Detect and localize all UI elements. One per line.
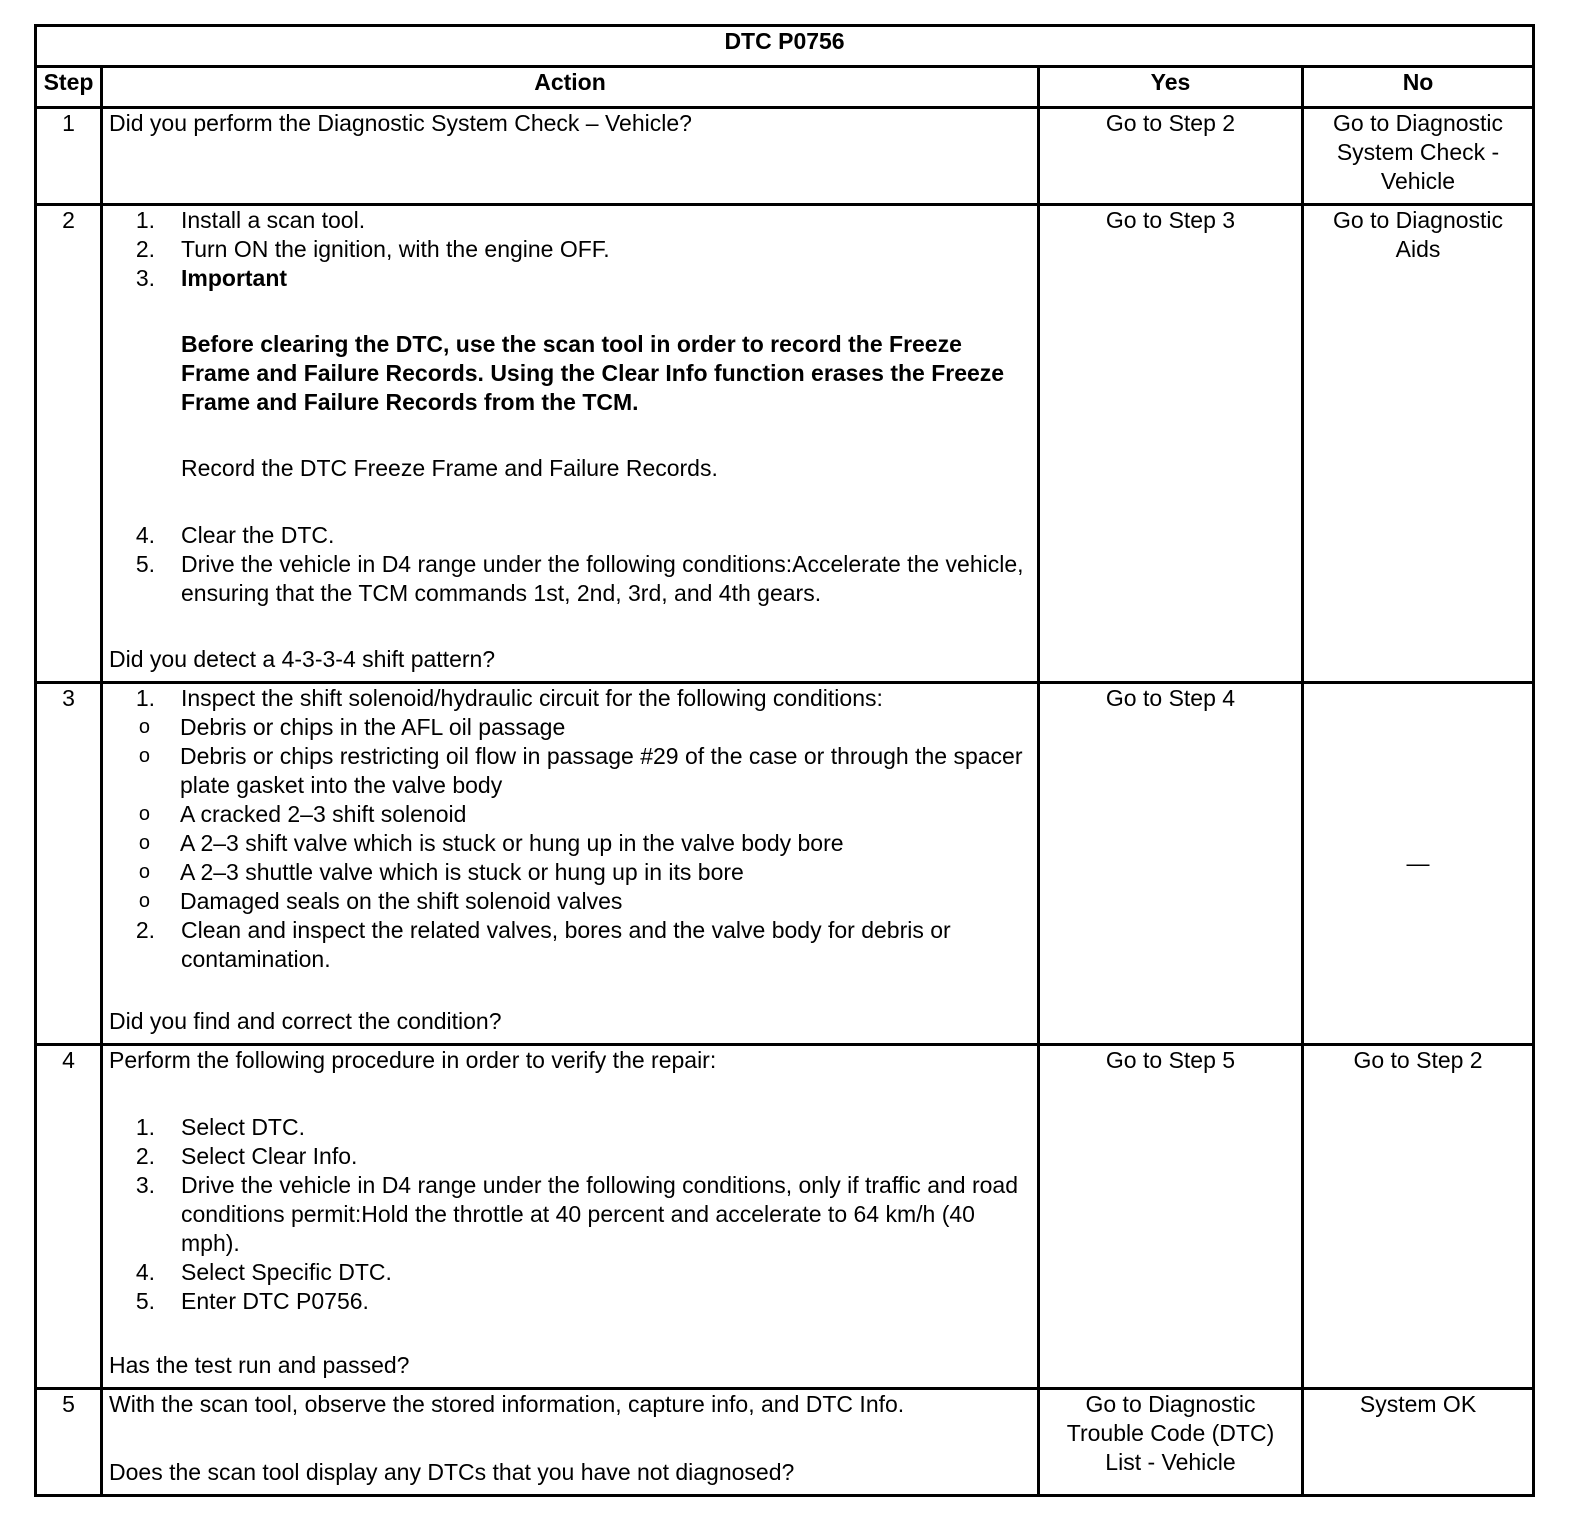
condition-list [81, 713, 1031, 916]
header-action: Action [102, 67, 1039, 108]
action-cell [102, 205, 1039, 683]
no-text: Go to Diagnostic Aids [1333, 207, 1504, 262]
step-number: 3 [36, 683, 102, 1045]
yes-cell: Go to Step 2 [1039, 108, 1303, 205]
record-instruction: Record the DTC Freeze Frame and Failure Records. [181, 455, 718, 481]
yes-text: Go to Diagnostic Trouble Code (DTC) List - Vehicle [1066, 1391, 1275, 1475]
table-title: DTC P0756 [36, 26, 1534, 67]
list-item: 1. Install a scan tool. [135, 207, 366, 233]
list-item [109, 293, 1031, 521]
yes-cell [1039, 1389, 1303, 1496]
list-item: o A 2–3 shift valve which is stuck or hung up in the valve body bore [138, 830, 844, 856]
no-text: Go to Diagnostic System Check - Vehicle [1333, 110, 1504, 194]
table-row [36, 1045, 1534, 1389]
header-row [36, 67, 1534, 108]
action-intro: Perform the following procedure in order to verify the repair: [109, 1047, 717, 1073]
list-item: o A cracked 2–3 shift solenoid [138, 801, 467, 827]
yes-cell: Go to Step 5 [1039, 1045, 1303, 1389]
step-number: 4 [36, 1045, 102, 1389]
question-text: Did you detect a 4-3-3-4 shift pattern? [109, 646, 496, 672]
no-cell [1303, 108, 1534, 205]
yes-cell: Go to Step 4 [1039, 683, 1303, 1045]
list-item: 3. Drive the vehicle in D4 range under the following conditions, only if traffic and road conditions permit:Hold the throttle at 40 percent and accelerate to 64 km/h (40 mph). [135, 1172, 1018, 1256]
list-item: 5. Enter DTC P0756. [135, 1288, 369, 1314]
important-note: Before clearing the DTC, use the scan tool in order to record the Freeze Frame and Failure Records. Using the Clear Info function erases the Freeze Frame and Failure Records from the TCM. [181, 331, 1005, 415]
step-list [109, 206, 1031, 608]
list-item: 3. Important [135, 265, 288, 291]
yes-cell: Go to Step 3 [1039, 205, 1303, 683]
no-cell: System OK [1303, 1389, 1534, 1496]
list-item: 1. Inspect the shift solenoid/hydraulic circuit for the following conditions: [135, 685, 883, 711]
question-text: Did you find and correct the condition? [109, 1008, 502, 1034]
list-item: o A 2–3 shuttle valve which is stuck or hung up in its bore [138, 859, 744, 885]
list-item: 2. Clean and inspect the related valves, bores and the valve body for debris or contamination. [135, 917, 951, 972]
header-step: Step [36, 67, 102, 108]
header-no: No [1303, 67, 1534, 108]
table-row [36, 1389, 1534, 1496]
list-item: 2. Select Clear Info. [135, 1143, 358, 1169]
action-cell [102, 1389, 1039, 1496]
list-item: 1. Select DTC. [135, 1114, 305, 1140]
step-list [109, 684, 1031, 974]
no-cell [1303, 205, 1534, 683]
step-list [109, 1113, 1031, 1316]
list-item: o Damaged seals on the shift solenoid valves [138, 888, 623, 914]
no-cell: — [1303, 683, 1534, 1045]
list-item: 4. Select Specific DTC. [135, 1259, 392, 1285]
table-row [36, 205, 1534, 683]
action-text: With the scan tool, observe the stored information, capture info, and DTC Info. [109, 1391, 905, 1417]
list-item: 5. Drive the vehicle in D4 range under the following conditions:Accelerate the vehicle, ensuring that the TCM commands 1st, 2nd, 3rd, and 4th gears. [135, 551, 1024, 606]
dtc-table [34, 24, 1535, 1497]
question-text: Has the test run and passed? [109, 1352, 410, 1378]
question-text: Does the scan tool display any DTCs that you have not diagnosed? [109, 1459, 795, 1485]
list-item: o Debris or chips in the AFL oil passage [138, 714, 566, 740]
table-row [36, 683, 1534, 1045]
action-cell [102, 683, 1039, 1045]
step-number: 1 [36, 108, 102, 205]
no-cell: Go to Step 2 [1303, 1045, 1534, 1389]
action-cell [102, 108, 1039, 205]
action-text: Did you perform the Diagnostic System Check – Vehicle? [109, 110, 692, 136]
list-item [109, 713, 1031, 916]
action-cell [102, 1045, 1039, 1389]
table-row [36, 108, 1534, 205]
list-item: o Debris or chips restricting oil flow in passage #29 of the case or through the spacer plate gasket into the valve body [138, 743, 1023, 798]
header-yes: Yes [1039, 67, 1303, 108]
step-number: 5 [36, 1389, 102, 1496]
list-item: 4. Clear the DTC. [135, 522, 335, 548]
step-number: 2 [36, 205, 102, 683]
list-item: 2. Turn ON the ignition, with the engine OFF. [135, 236, 610, 262]
